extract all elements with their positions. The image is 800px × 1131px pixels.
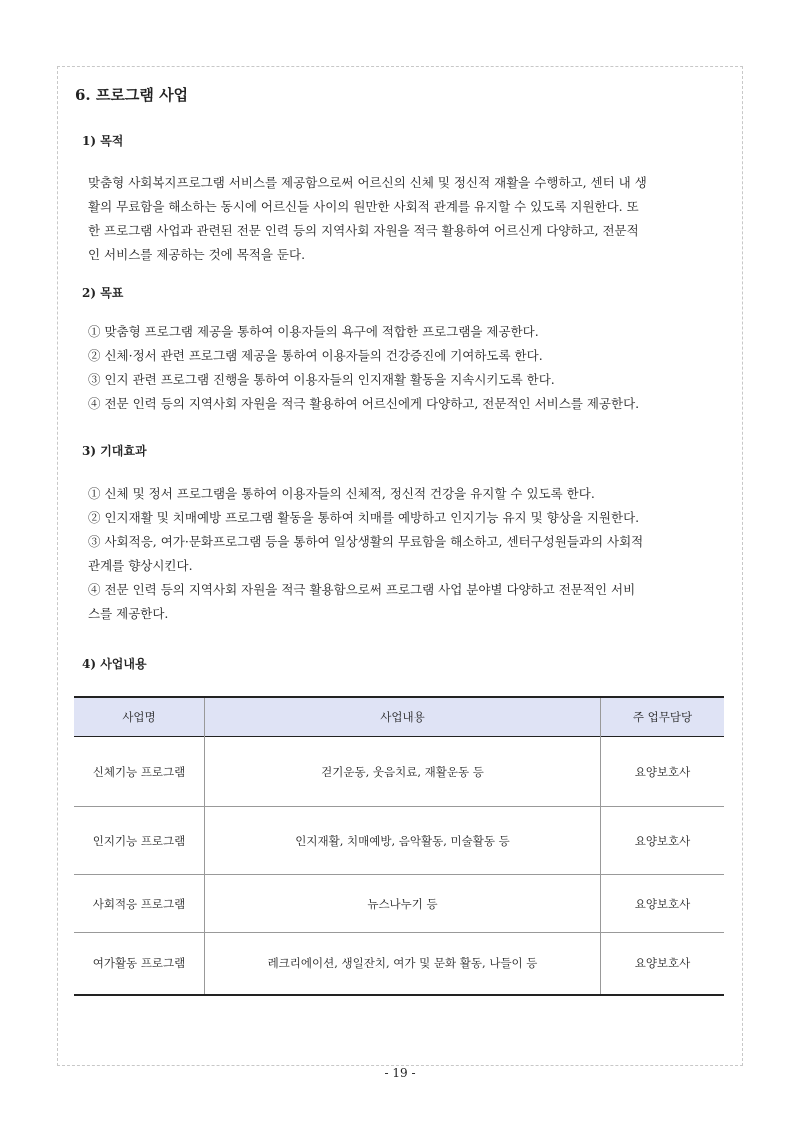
goal-item: ② 신체·정서 관련 프로그램 제공을 통하여 이용자들의 건강증진에 기여하도록 한다.: [88, 348, 543, 363]
program-content: 걷기운동, 웃음치료, 재활운동 등: [205, 737, 601, 807]
program-name: 사회적응 프로그램: [74, 875, 205, 933]
effect-item: ③ 사회적응, 여가·문화프로그램 등을 통하여 일상생활의 무료함을 해소하고, 센터구성원들과의 사회적: [88, 534, 644, 549]
table-row: [74, 807, 724, 875]
table-row: [74, 933, 724, 995]
purpose-line: 활의 무료함을 해소하는 동시에 어르신들 사이의 원만한 사회적 관계를 유지할 수 있도록 지원한다. 또: [88, 199, 639, 214]
purpose-line: 인 서비스를 제공하는 것에 목적을 둔다.: [88, 247, 306, 262]
program-name: 여가활동 프로그램: [74, 933, 205, 995]
column-header: 사업명: [74, 697, 205, 737]
goal-item: ① 맞춤형 프로그램 제공을 통하여 이용자들의 욕구에 적합한 프로그램을 제공한다.: [88, 324, 539, 339]
table-row: [74, 737, 724, 807]
purpose-line: 맞춤형 사회복지프로그램 서비스를 제공함으로써 어르신의 신체 및 정신적 재활을 수행하고, 센터 내 생: [88, 175, 647, 190]
purpose-line: 한 프로그램 사업과 관련된 전문 인력 등의 지역사회 자원을 적극 활용하여 어르신게 다양하고, 전문적: [88, 223, 639, 238]
page-number: - 19 -: [384, 1066, 416, 1080]
effect-item: 관계를 향상시킨다.: [88, 558, 193, 573]
goal-item: ③ 인지 관련 프로그램 진행을 통하여 이용자들의 인지재활 활동을 지속시키도록 한다.: [88, 372, 555, 387]
table-row: [74, 875, 724, 933]
program-content: 레크리에이션, 생일잔치, 여가 및 문화 활동, 나들이 등: [205, 933, 601, 995]
goals-list: [88, 320, 726, 416]
effect-item: ④ 전문 인력 등의 지역사회 자원을 적극 활용함으로써 프로그램 사업 분야별 다양하고 전문적인 서비: [88, 582, 636, 597]
table-header-row: [74, 697, 724, 737]
program-staff: 요양보호사: [634, 956, 691, 971]
program-staff: 요양보호사: [634, 896, 691, 911]
effects-list: [88, 482, 726, 626]
effect-item: ② 인지재활 및 치매예방 프로그램 활동을 통하여 치매를 예방하고 인지기능 유지 및 향상을 지원한다.: [88, 510, 640, 525]
effect-item: 스를 제공한다.: [88, 606, 169, 621]
effect-item: ① 신체 및 정서 프로그램을 통하여 이용자들의 신체적, 정신적 건강을 유지할 수 있도록 한다.: [88, 486, 595, 501]
goal-item: ④ 전문 인력 등의 지역사회 자원을 적극 활용하여 어르신에게 다양하고, 전문적인 서비스를 제공한다.: [88, 396, 640, 411]
program-staff: 요양보호사: [634, 833, 691, 848]
program-name: 신체기능 프로그램: [74, 737, 205, 807]
column-header: 주 업무담당: [632, 710, 693, 724]
program-content: 뉴스나누기 등: [205, 875, 601, 933]
program-staff: 요양보호사: [634, 764, 691, 779]
business-heading: 4) 사업내용: [82, 657, 147, 671]
purpose-heading: 1) 목적: [82, 134, 124, 148]
effects-heading: 3) 기대효과: [82, 444, 147, 458]
column-header: 사업내용: [205, 697, 601, 737]
program-name: 인지기능 프로그램: [74, 807, 205, 875]
business-table: [74, 696, 724, 996]
section-title: 6. 프로그램 사업: [75, 86, 189, 104]
program-content: 인지재활, 치매예방, 음악활동, 미술활동 등: [205, 807, 601, 875]
purpose-paragraph: [88, 171, 726, 267]
goals-heading: 2) 목표: [82, 286, 124, 300]
